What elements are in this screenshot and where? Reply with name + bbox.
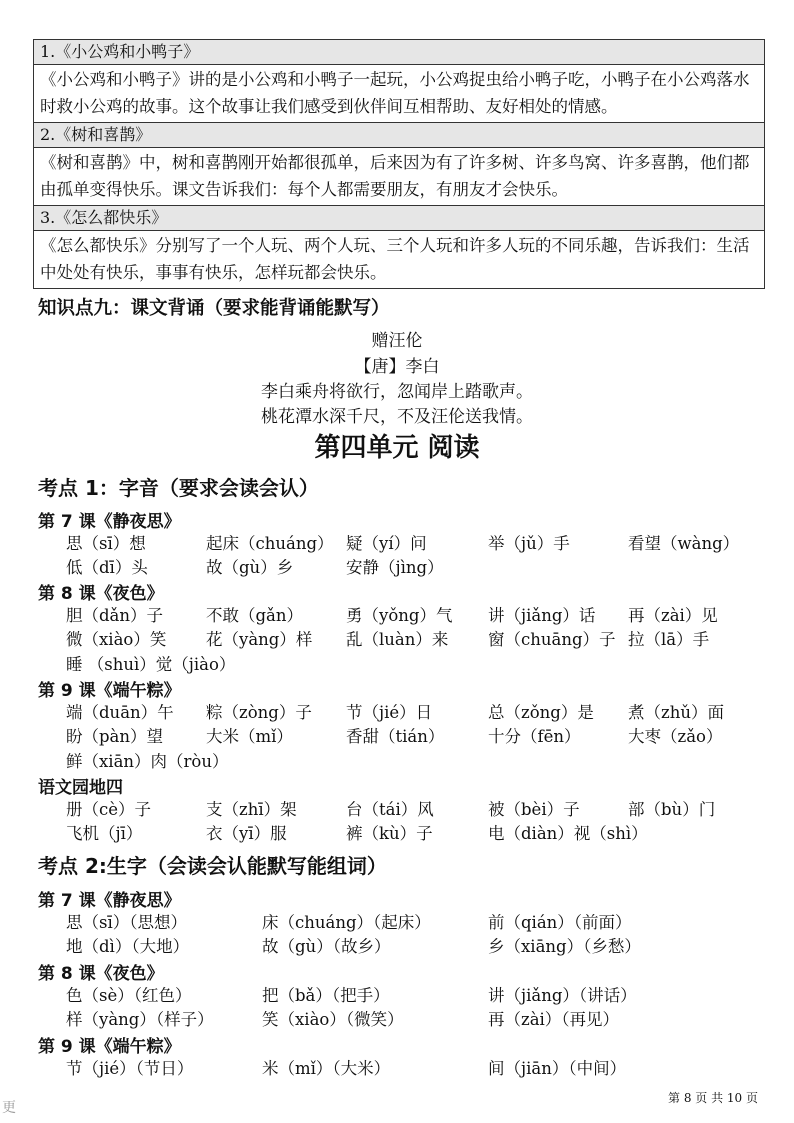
- section-heading-pronunciation: 考点 1：字音（要求会读会认）: [38, 476, 319, 500]
- vocab-item: 微（xiào）笑: [66, 630, 167, 650]
- summary-title-2: 2.《树和喜鹊》: [34, 123, 764, 148]
- vocab-item: 再（zài）（再见）: [488, 1010, 620, 1030]
- lesson-7-heading: 第 7 课《静夜思》: [38, 512, 181, 532]
- vocab-item: 大枣（zǎo）: [628, 727, 723, 747]
- vocab-item: 床（chuáng）（起床）: [262, 913, 431, 932]
- vocab-item: 粽（zòng）子: [206, 703, 312, 722]
- vocab-item: 香甜（tián）: [346, 727, 445, 747]
- vocab-item: 胆（dǎn）子: [66, 606, 164, 625]
- vocab-item: 举（jǔ）手: [488, 534, 570, 553]
- lesson-7-characters-heading: 第 7 课《静夜思》: [38, 891, 181, 911]
- vocab-row: [0, 1006, 794, 1030]
- vocab-item: 思（sī）（思想）: [66, 913, 187, 932]
- vocab-item: 不敢（gǎn）: [206, 606, 304, 625]
- vocab-item: 米（mǐ）（大米）: [262, 1059, 391, 1078]
- vocab-item: 裤（kù）子: [346, 824, 433, 844]
- section-heading-new-characters: 考点 2:生字（会读会认能默写能组词）: [38, 854, 387, 878]
- vocab-row: [0, 933, 794, 957]
- vocab-item: 勇（yǒng）气: [346, 606, 453, 625]
- vocab-item: 把（bǎ）（把手）: [262, 986, 390, 1005]
- vocab-row: [0, 820, 794, 844]
- vocab-row: [0, 554, 794, 578]
- vocab-item: 节（jié）（节日）: [66, 1059, 194, 1078]
- vocab-item: 讲（jiǎng）（讲话）: [488, 986, 637, 1005]
- vocab-item: 疑（yí）问: [346, 534, 427, 553]
- poem-line-2: 桃花潭水深千尺，不及汪伦送我情。: [261, 407, 533, 427]
- vocab-item: 安静（jìng）: [346, 558, 444, 578]
- vocab-item: 样（yàng）（样子）: [66, 1010, 214, 1030]
- vocab-item: 煮（zhǔ）面: [628, 703, 724, 722]
- vocab-item: 大米（mǐ）: [206, 727, 293, 747]
- vocab-item: 花（yàng）样: [206, 630, 313, 650]
- vocab-item: 十分（fēn）: [488, 727, 581, 747]
- page-footer: 第 8 页 共 10 页: [668, 1091, 758, 1105]
- lesson-8-characters-heading: 第 8 课《夜色》: [38, 964, 164, 984]
- vocab-row: [0, 748, 794, 772]
- vocab-item: 总（zǒng）是: [488, 703, 594, 722]
- vocab-item: 故（gù）乡: [206, 558, 294, 578]
- vocab-item: 低（dī）头: [66, 558, 148, 578]
- vocab-row: [0, 909, 794, 933]
- vocab-item: 册（cè）子: [66, 800, 152, 819]
- vocab-item: 飞机（jī）: [66, 824, 143, 844]
- vocab-item: 支（zhī）架: [206, 800, 297, 819]
- vocab-item: 鲜（xiān）肉（ròu）: [66, 751, 229, 771]
- vocab-row: [0, 699, 794, 723]
- summary-text-2: 《树和喜鹊》中，树和喜鹊刚开始都很孤单，后来因为有了许多树、许多鸟窝、许多喜鹊，他们都由孤单变得快乐。课文告诉我们：每个人都需要朋友，有朋友才会快乐。: [34, 148, 764, 206]
- vocab-item: 窗（chuāng）子: [488, 630, 616, 650]
- vocab-item: 色（sè）（红色）: [66, 986, 192, 1005]
- vocab-item: 思（sī）想: [66, 534, 146, 553]
- vocab-item: 前（qián）（前面）: [488, 913, 632, 932]
- vocab-item: 端（duān）午: [66, 703, 174, 722]
- vocab-row: [0, 1055, 794, 1079]
- vocab-row: [0, 982, 794, 1006]
- summary-title-1: 1.《小公鸡和小鸭子》: [34, 40, 764, 65]
- vocab-item: 地（dì）（大地）: [66, 937, 190, 957]
- vocab-row: [0, 602, 794, 626]
- vocab-item: 被（bèi）子: [488, 800, 580, 819]
- vocab-item: 节（jié）日: [346, 703, 433, 722]
- vocab-row: [0, 626, 794, 650]
- watermark-fragment: 更: [2, 1100, 16, 1116]
- summary-title-3: 3.《怎么都快乐》: [34, 206, 764, 231]
- vocab-item: 起床（chuáng）: [206, 534, 334, 553]
- garden-4-heading: 语文园地四: [38, 778, 123, 798]
- vocab-item: 衣（yī）服: [206, 824, 287, 844]
- unit-title: 第四单元 阅读: [314, 433, 480, 463]
- vocab-item: 看望（wàng）: [628, 534, 740, 553]
- vocab-item: 台（tái）风: [346, 800, 434, 819]
- vocab-item: 讲（jiǎng）话: [488, 606, 596, 625]
- vocab-item: 乡（xiāng）（乡愁）: [488, 937, 641, 957]
- vocab-item: 间（jiān）（中间）: [488, 1059, 627, 1078]
- vocab-item: 部（bù）门: [628, 800, 716, 819]
- poem-line-1: 李白乘舟将欲行，忽闻岸上踏歌声。: [261, 382, 533, 402]
- vocab-item: 乱（luàn）来: [346, 630, 449, 650]
- vocab-item: 再（zài）见: [628, 606, 718, 625]
- summary-table: [33, 39, 765, 289]
- vocab-item: 故（gù）（故乡）: [262, 937, 391, 957]
- vocab-row: [0, 796, 794, 820]
- vocab-item: 电（diàn）视（shì）: [488, 824, 648, 844]
- lesson-9-heading: 第 9 课《端午粽》: [38, 681, 181, 701]
- vocab-row: [0, 723, 794, 747]
- lesson-9-characters-heading: 第 9 课《端午粽》: [38, 1037, 181, 1057]
- vocab-item: 睡 （shuì）觉（jiào）: [66, 654, 236, 674]
- knowledge-point-9-heading: 知识点九：课文背诵（要求能背诵能默写）: [38, 298, 390, 319]
- vocab-item: 笑（xiào）（微笑）: [262, 1010, 404, 1030]
- summary-text-3: 《怎么都快乐》分别写了一个人玩、两个人玩、三个人玩和许多人玩的不同乐趣，告诉我们：生活中处处有快乐，事事有快乐，怎样玩都会快乐。: [40, 236, 750, 282]
- summary-text-1: 《小公鸡和小鸭子》讲的是小公鸡和小鸭子一起玩，小公鸡捉虫给小鸭子吃，小鸭子在小公鸡落水时救小公鸡的故事。这个故事让我们感受到伙伴间互相帮助、友好相处的情感。: [34, 65, 764, 123]
- vocab-row: [0, 530, 794, 554]
- poem-author: 【唐】李白: [354, 357, 440, 377]
- vocab-row: [0, 651, 794, 675]
- lesson-8-heading: 第 8 课《夜色》: [38, 584, 164, 604]
- vocab-item: 盼（pàn）望: [66, 727, 164, 747]
- vocab-item: 拉（lā）手: [628, 630, 710, 650]
- poem-title: 赠汪伦: [371, 331, 423, 351]
